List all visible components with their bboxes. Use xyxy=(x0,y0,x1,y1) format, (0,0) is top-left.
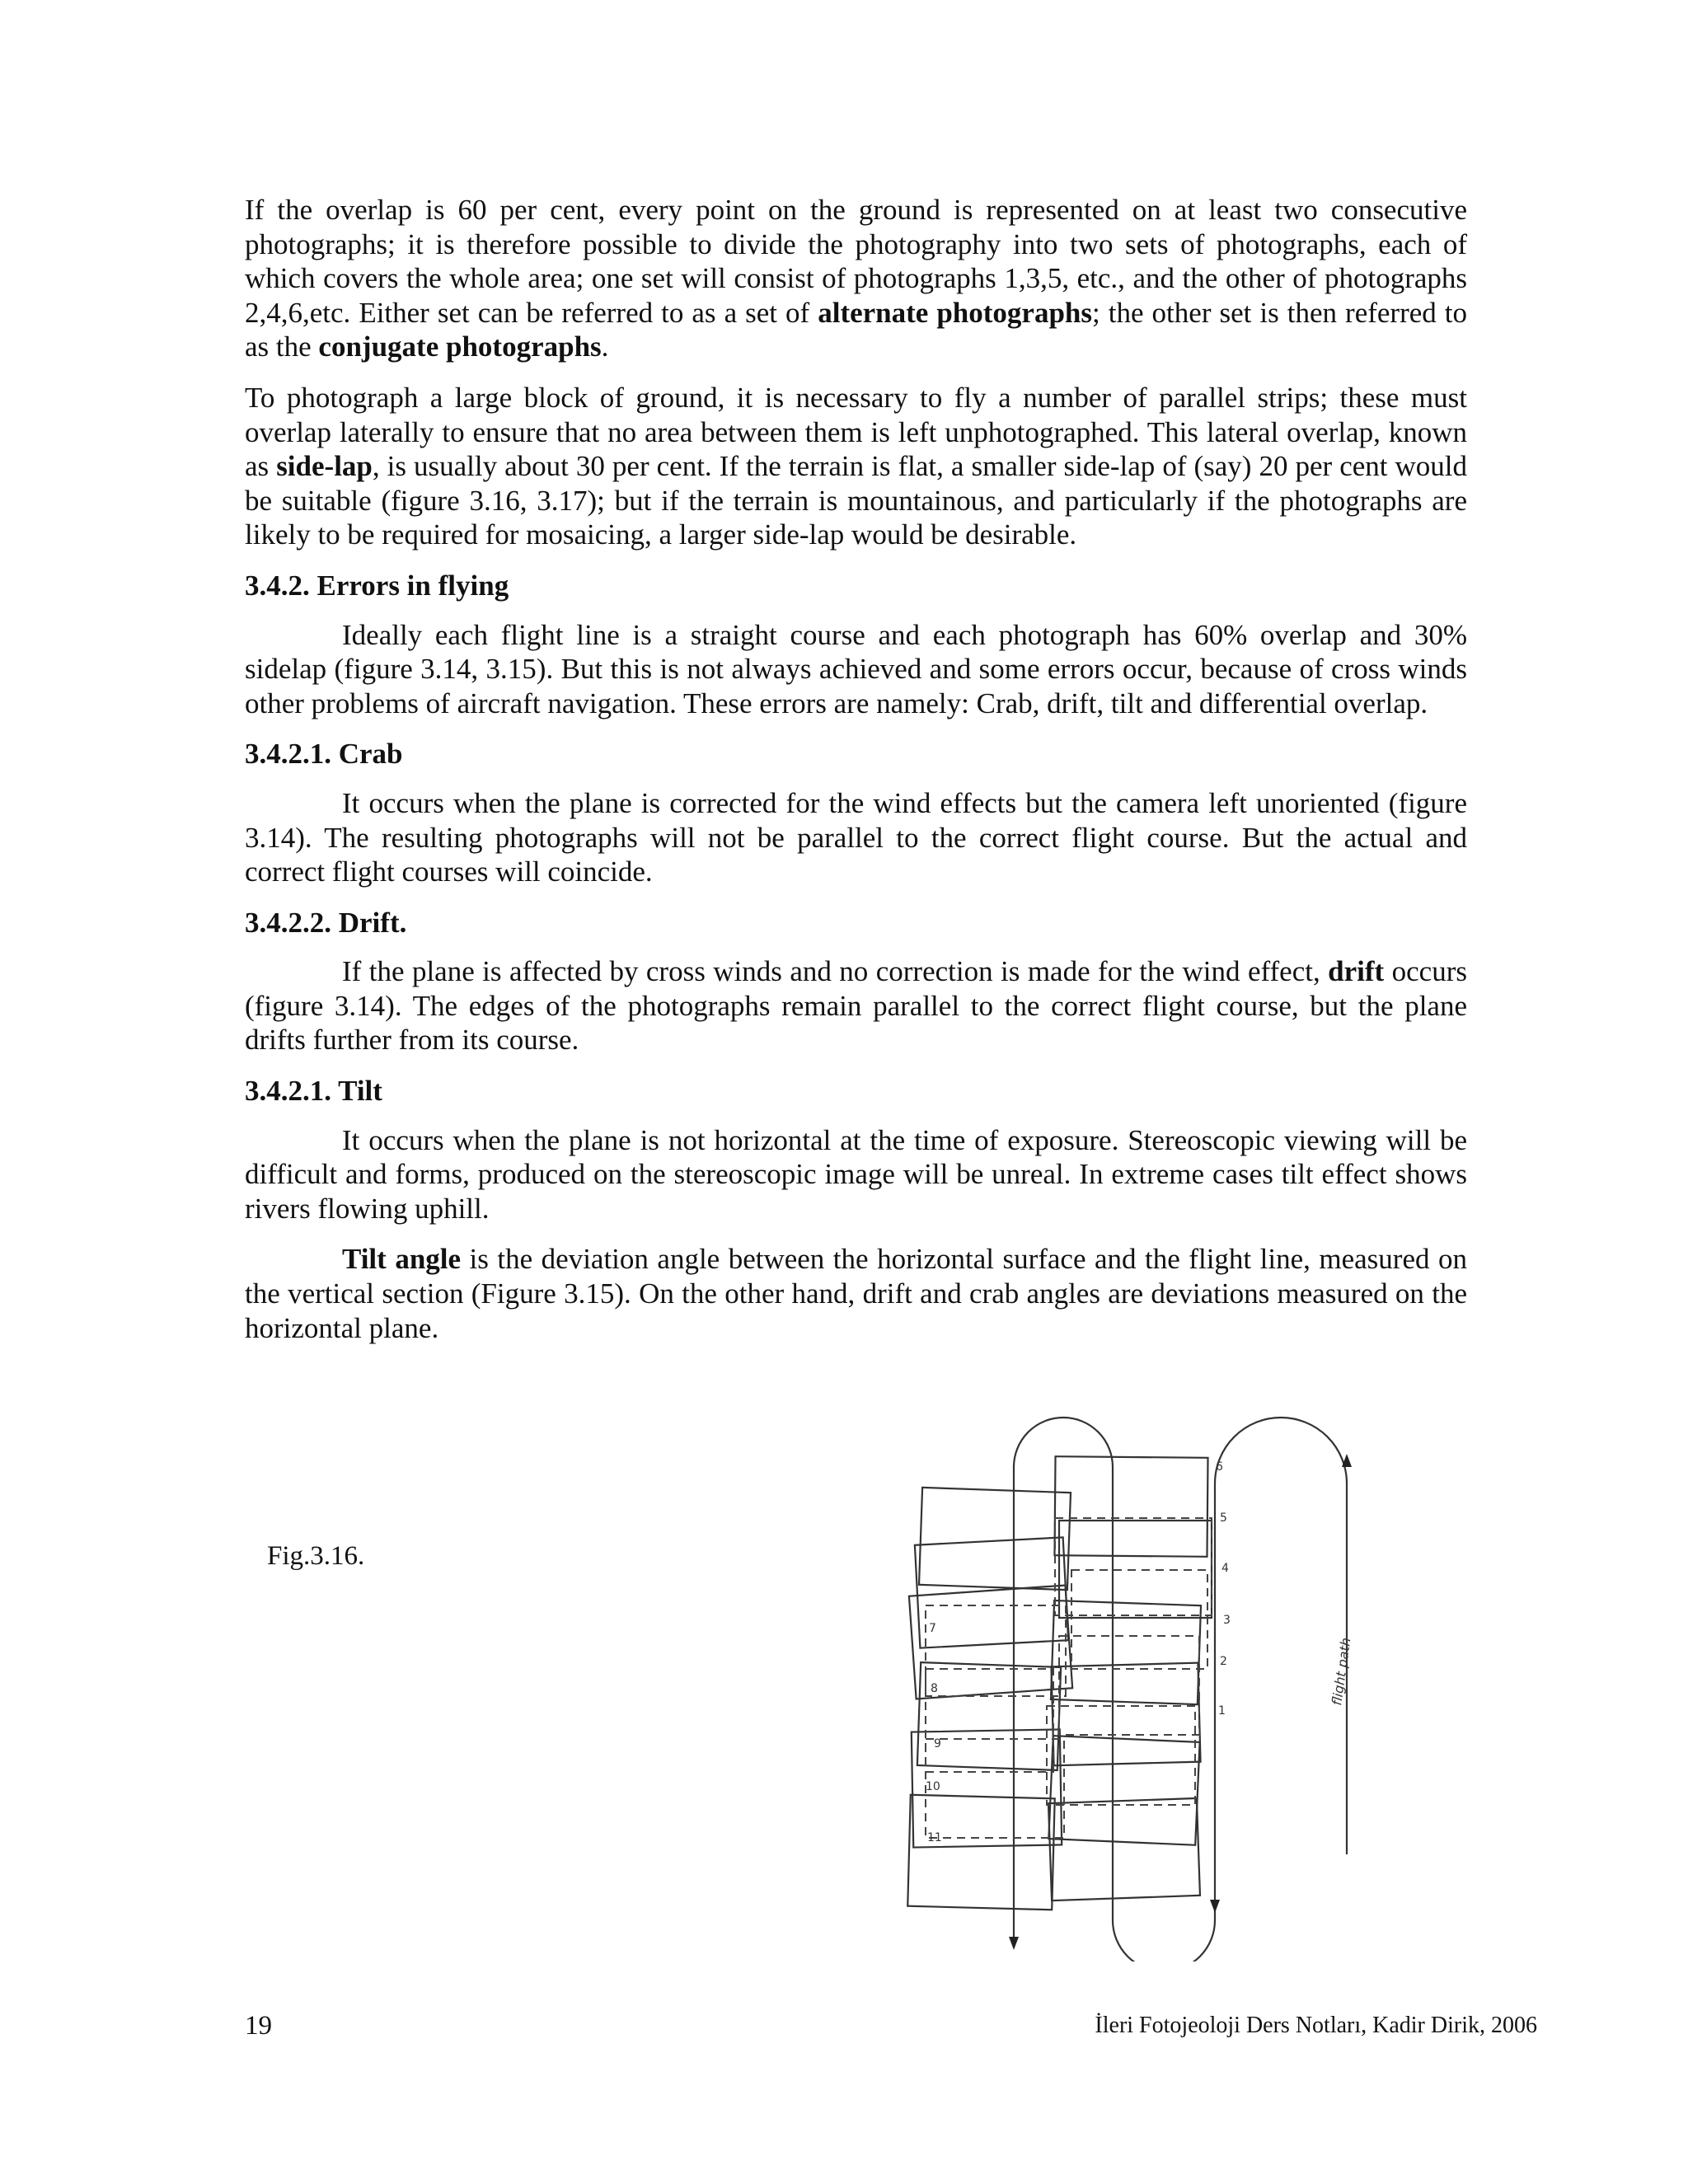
right-strip-number-4: 4 xyxy=(1221,1562,1229,1575)
right-strip-number-3: 3 xyxy=(1223,1614,1231,1627)
left-strip-number-8: 8 xyxy=(931,1682,938,1695)
term-side-lap: side-lap xyxy=(276,450,373,483)
page-number: 19 xyxy=(245,2011,272,2041)
footer-credit: İleri Fotojeoloji Ders Notları, Kadir Dirik, 2006 xyxy=(1095,2013,1537,2038)
paragraph-tilt: It occurs when the plane is not horizontal at the time of exposure. Stereoscopic viewing will be difficult and forms, produced on the stereoscopic image will be unreal. In extreme cases tilt effect shows rivers flowing uphill. xyxy=(245,1123,1467,1225)
left-strip-number-10: 10 xyxy=(926,1780,940,1793)
photo-frames-solid xyxy=(907,1456,1212,1910)
paragraph-overlap: If the overlap is 60 per cent, every point on the ground is represented on at least two consecutive photographs; it is therefore possible to divide the photography into two sets of photographs, each of which covers the whole area; one set will consist of photographs 1,3,5, etc., and the other of photographs 2,4,6,etc. Either set can be referred to as a set of alternate photographs; the other set is then referred to as the conjugate photographs. xyxy=(245,194,1468,363)
arrow-down-left xyxy=(1009,1937,1019,1950)
paragraph-errors: Ideally each flight line is a straight course and each photograph has 60% overlap and 30% sidelap (figure 3.14, 3.15). But this is not always achieved and some errors occur, because of cross winds other problems of aircraft navigation. These errors are namely: Crab, drift, tilt and differential overlap. xyxy=(245,618,1467,719)
term-tilt-angle: Tilt angle xyxy=(342,1243,462,1276)
paragraph-drift: If the plane is affected by cross winds and no correction is made for the wind effect, drift occurs (figure 3.14). The edges of the photographs remain parallel to the correct flight course, but the plane drifts further from its course. xyxy=(245,955,1467,1057)
heading-drift: 3.4.2.2. Drift. xyxy=(245,906,407,939)
left-strip-number-11: 11 xyxy=(927,1831,942,1844)
paragraph-tilt-angle: Tilt angle is the deviation angle between the horizontal surface and the flight line, measured on the vertical section (Figure 3.15). On the other hand, drift and crab angles are deviations measured on the horizontal plane. xyxy=(245,1243,1467,1344)
term-drift: drift xyxy=(1328,955,1385,988)
right-strip-number-1: 1 xyxy=(1218,1704,1226,1718)
left-strip-number-9: 9 xyxy=(934,1737,941,1750)
arrow-down-middle xyxy=(1210,1900,1220,1913)
right-strip-number-2: 2 xyxy=(1220,1655,1227,1668)
term-alternate-photographs: alternate photographs xyxy=(818,296,1093,329)
term-conjugate-photographs: conjugate photographs xyxy=(318,330,602,363)
left-strip-number-7: 7 xyxy=(929,1622,936,1635)
heading-errors-in-flying: 3.4.2. Errors in flying xyxy=(245,569,509,602)
body-text xyxy=(245,193,1467,1345)
heading-tilt: 3.4.2.1. Tilt xyxy=(245,1075,382,1108)
figure-caption: Fig.3.16. xyxy=(267,1541,365,1571)
paragraph-sidelap: To photograph a large block of ground, it is necessary to fly a number of parallel strips; these must overlap laterally to ensure that no area between them is left unphotographed. This lateral overlap, known as side-lap, is usually about 30 per cent. If the terrain is flat, a smaller side-lap of (say) 20 per cent would be suitable (figure 3.16, 3.17); but if the terrain is mountainous, and particularly if the photographs are likely to be required for mosaicing, a larger side-lap would be desirable. xyxy=(245,381,1468,551)
flight-path-label: flight path xyxy=(1329,1636,1354,1707)
paragraph-crab: It occurs when the plane is corrected for the wind effects but the camera left unoriented (figure 3.14). The resulting photographs will not be parallel to the correct flight course. But the actual and correct flight courses will coincide. xyxy=(245,786,1467,888)
flight-path-figure xyxy=(903,1393,1430,1961)
right-strip-number-5: 5 xyxy=(1220,1511,1227,1525)
heading-crab: 3.4.2.1. Crab xyxy=(245,738,403,771)
right-strip-number-6: 6 xyxy=(1216,1460,1223,1474)
